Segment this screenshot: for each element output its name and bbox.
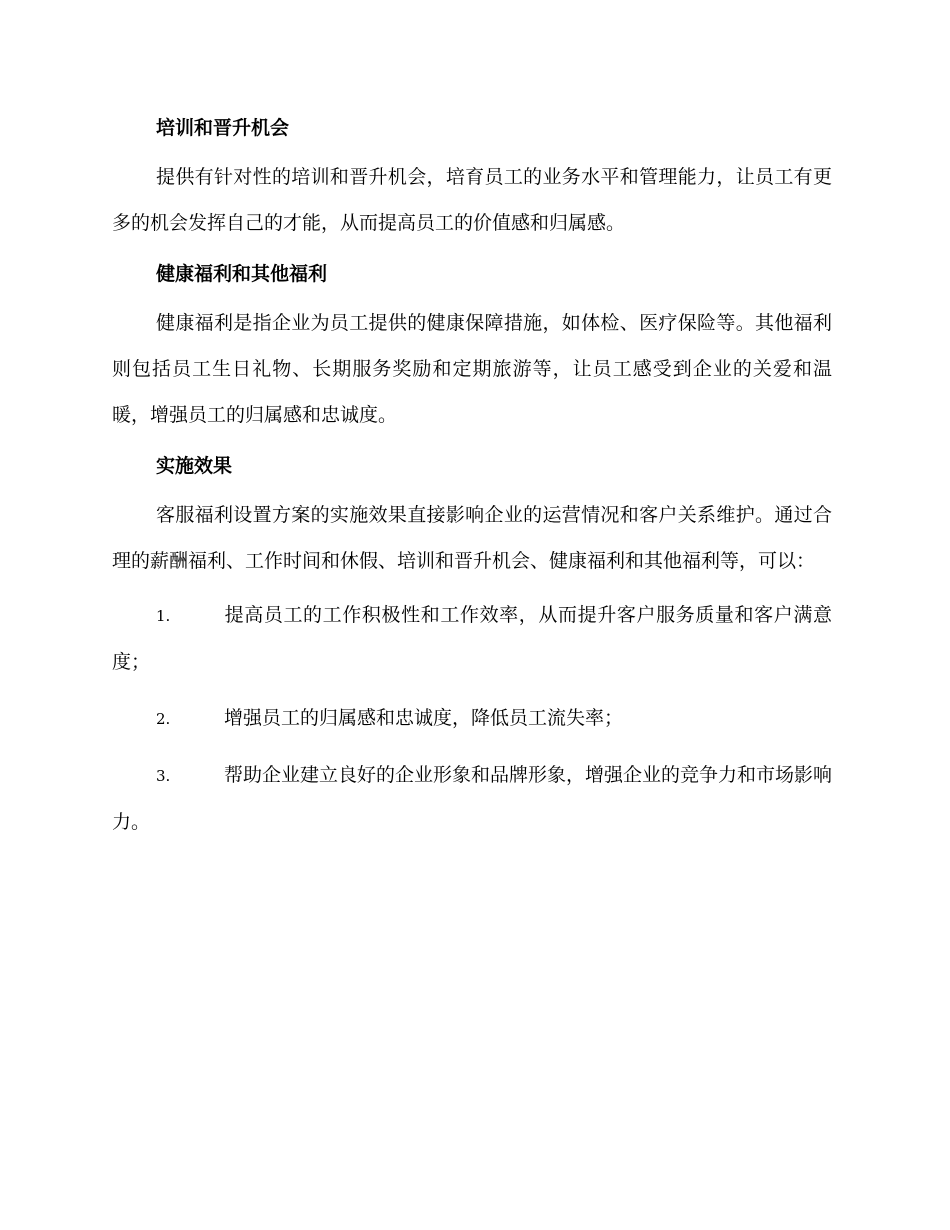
paragraph-health: 健康福利是指企业为员工提供的健康保障措施，如体检、医疗保险等。其他福利则包括员工生日礼物、长期服务奖励和定期旅游等，让员工感受到企业的关爱和温暖，增强员工的归属感和忠诚度。	[112, 312, 832, 426]
section-heading-effects: 实施效果	[156, 455, 233, 477]
list-number: 2.	[156, 710, 171, 728]
paragraph-training: 提供有针对性的培训和晋升机会，培育员工的业务水平和管理能力，让员工有更多的机会发挥自己的才能，从而提高员工的价值感和归属感。	[112, 166, 832, 234]
section-heading-health: 健康福利和其他福利	[156, 263, 328, 285]
list-number: 3.	[156, 767, 171, 785]
list-item	[112, 752, 832, 845]
list-text: 增强员工的归属感和忠诚度，降低员工流失率；	[224, 707, 624, 729]
document-page	[112, 108, 832, 855]
list-text: 帮助企业建立良好的企业形象和品牌形象，增强企业的竞争力和市场影响力。	[112, 764, 833, 833]
list-item	[112, 695, 832, 742]
list-text: 提高员工的工作积极性和工作效率，从而提升客户服务质量和客户满意度；	[112, 604, 832, 673]
list-number: 1.	[156, 607, 171, 625]
section-heading-training: 培训和晋升机会	[156, 117, 290, 139]
list-item	[112, 592, 832, 685]
effects-list	[112, 592, 832, 845]
paragraph-effects: 客服福利设置方案的实施效果直接影响企业的运营情况和客户关系维护。通过合理的薪酬福利、工作时间和休假、培训和晋升机会、健康福利和其他福利等，可以：	[112, 504, 832, 572]
